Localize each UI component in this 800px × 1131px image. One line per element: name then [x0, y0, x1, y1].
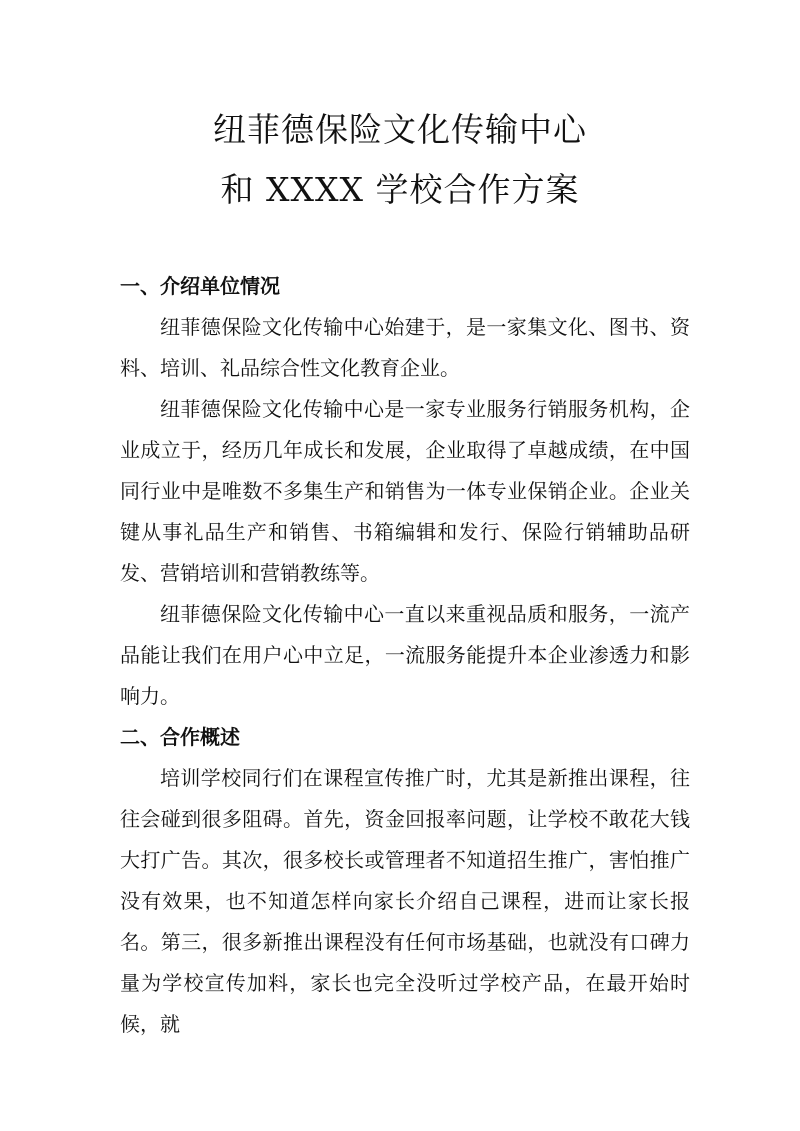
section-heading-cooperation: 二、合作概述 — [120, 725, 240, 749]
paragraph: 纽菲德保险文化传输中心始建于，是一家集文化、图书、资料、培训、礼品综合性文化教育企业。 — [120, 315, 690, 380]
document-title-line2: 和 XXXX 学校合作方案 — [220, 170, 580, 209]
section-heading-intro: 一、介绍单位情况 — [120, 274, 280, 298]
document-title-line1: 纽菲德保险文化传输中心 — [213, 110, 587, 149]
paragraph: 培训学校同行们在课程宣传推广时，尤其是新推出课程，往往会碰到很多阻碍。首先，资金回报率问题，让学校不敢花大钱大打广告。其次，很多校长或管理者不知道招生推广，害怕推广没有效果，也不知道怎样向家长介绍自己课程，进而让家长报名。第三，很多新推出课程没有任何市场基础，也就没有口碑力量为学校宣传加料，家长也完全没听过学校产品，在最开始时候，就 — [120, 766, 690, 1036]
paragraph: 纽菲德保险文化传输中心一直以来重视品质和服务，一流产品能让我们在用户心中立足，一流服务能提升本企业渗透力和影响力。 — [120, 602, 690, 708]
paragraph: 纽菲德保险文化传输中心是一家专业服务行销服务机构，企业成立于，经历几年成长和发展，企业取得了卓越成绩，在中国同行业中是唯数不多集生产和销售为一体专业保销企业。企业关键从事礼品生产和销售、书箱编辑和发行、保险行销辅助品研发、营销培训和营销教练等。 — [120, 397, 690, 585]
